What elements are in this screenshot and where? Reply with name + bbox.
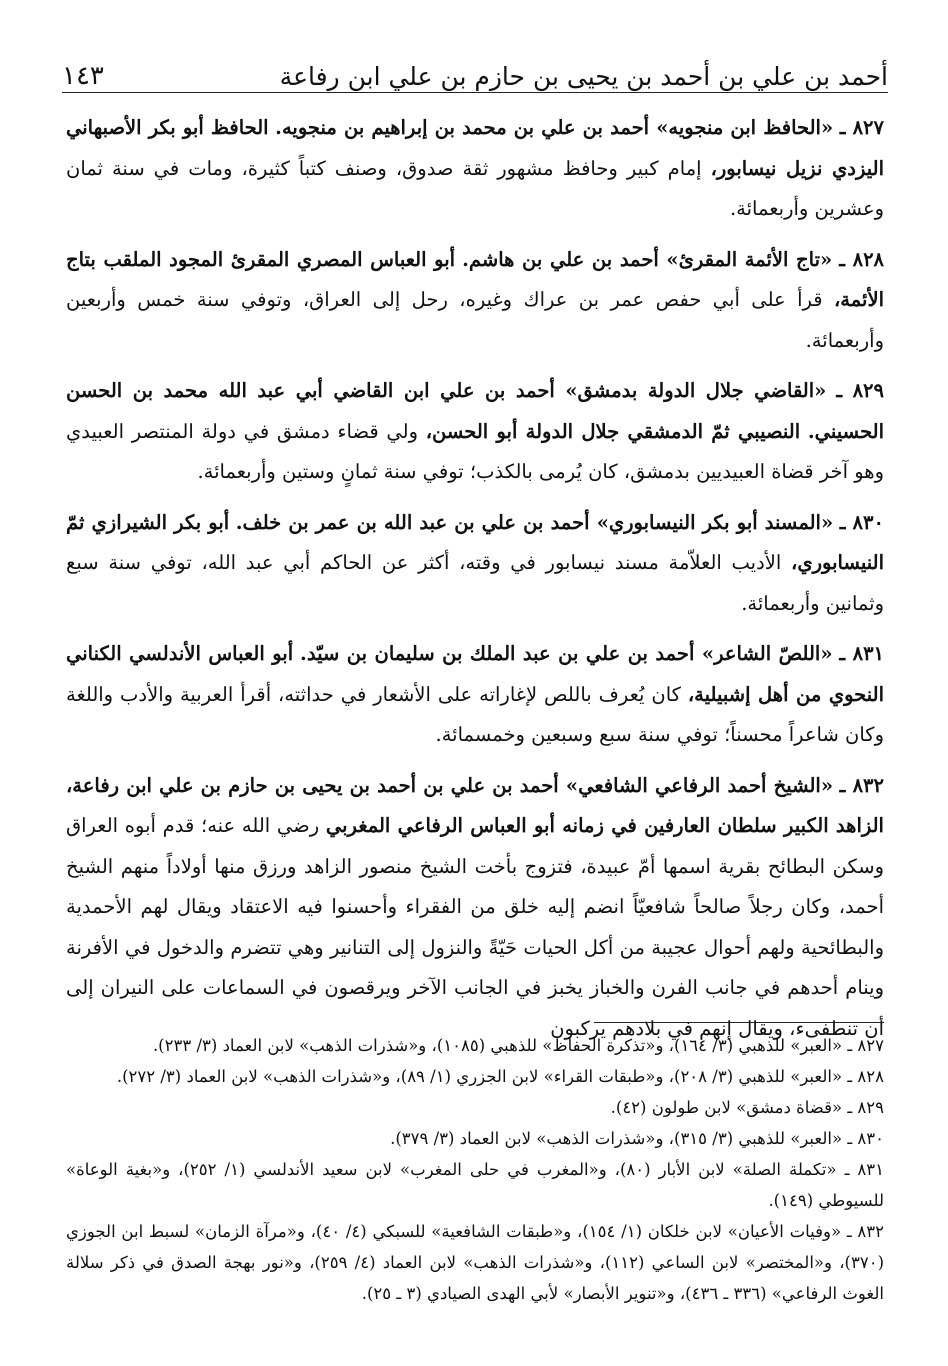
entry-828 [66,240,884,362]
entry-number: ٨٣١ ـ [839,642,885,665]
entry-full-name: أبو العباس الأندلسي الكناني النحوي من أهل إشبيلية، [66,642,885,706]
entry-number: ٨٣٠ ـ [839,510,884,534]
entry-number: ٨٢٩ ـ [836,379,884,402]
footnote-rule [594,1022,884,1023]
entry-829 [66,371,884,493]
running-header [62,48,888,92]
entry-heading: «تاج الأئمة المقرئ» أحمد بن علي بن هاشم. [462,247,833,271]
footnote-832: ٨٣٢ ـ «وفيات الأعيان» لابن خلكان (١/ ١٥٤)، و«طبقات الشافعية» للسبكي (٤/ ٤٠)، و«مرآة الزمان» لسبط ابن الجوزي (٣٧٠)، و«المختصر» لابن الساعي (١١٢)، و«شذرات الذهب» لابن العماد (٤/ ٢٥٩)، و«نور بهجة الصدق في ذكر سلالة الغوث الرفاعي» (٣٣٦ ـ ٤٣٦)، و«تنوير الأبصار» لأبي الهدى الصيادي (٣ ـ ٢٥). [66,1222,884,1303]
entry-830 [66,503,884,625]
entry-heading: «القاضي جلال الدولة بدمشق» أحمد بن علي ابن القاضي أبي عبد الله محمد بن الحسن الحسيني. [66,379,885,443]
entry-heading: «المسند أبو بكر النيسابوري» أحمد بن علي بن عبد الله بن عمر بن خلف. [235,510,834,534]
entry-text: كان يُعرف باللص لإغاراته على الأشعار في حداثته، أقرأ العربية والأدب واللغة وكان شاعراً محسناً؛ توفي سنة سبع وسبعين وخمسمائة. [66,682,884,746]
entry-heading: «الشيخ أحمد الرفاعي الشافعي» أحمد بن علي بن أحمد بن يحيى بن حازم بن علي ابن رفاعة، [66,773,834,797]
entry-full-name: الحافظ أبو بكر الأصبهاني اليزدي نزيل نيسابور، [66,116,884,180]
header-rule [62,92,888,93]
footnotes [66,1030,884,1309]
footnote-829: ٨٢٩ ـ «قضاة دمشق» لابن طولون (٤٢). [610,1098,884,1117]
entry-text: رضي الله عنه؛ قدم أبوه العراق وسكن البطائح بقرية اسمها أمّ عبيدة، فتزوج بأخت الشيخ منصور الزاهد ورزق منها أولاداً منهم الشيخ أحمد، وكان رجلاً صالحاً شافعيّاً انضم إليه خلق من الفقراء وأحسنوا فيه الاعتقاد ويقال لهم الأحمدية والبطائحية ولهم أحوال عجيبة من أكل الحيات حَيّةً والنزول إلى التنانير وهي تتضرم والدخول في الأفرنة وينام أحدهم في جانب الفرن والخباز يخبز في الجانب الآخر ويرقصون في السماعات على النيران إلى أن تنطفىء، ويقال إنهم في بلادهم يركبون [66,814,884,1040]
entry-full-name: أبو العباس المصري المقرئ المجود الملقب بتاج الأئمة، [66,247,884,311]
entry-832 [66,766,884,1050]
entry-text: إمام كبير وحافظ مشهور ثقة صدوق، وصنف كتباً كثيرة، ومات في سنة ثمان وعشرين وأربعمائة. [66,156,884,220]
footnote-827: ٨٢٧ ـ «العبر» للذهبي (٣/ ١٦٤)، و«تذكرة الحفاظ» للذهبي (١٠٨٥)، و«شذرات الذهب» لابن العماد (٣/ ٢٣٣). [152,1036,884,1055]
entry-full-name: الزاهد الكبير سلطان العارفين في زمانه أبو العباس الرفاعي المغربي [325,814,884,837]
entry-number: ٨٢٨ ـ [839,247,885,271]
entry-full-name: النصيبي ثمّ الدمشقي جلال الدولة أبو الحسن، [425,419,801,443]
page-number: ١٤٣ [62,60,104,91]
entry-full-name: أبو بكر الشيرازي ثمّ النيسابوري، [66,510,884,574]
entry-827 [66,108,884,230]
header-title: أحمد بن علي بن أحمد بن يحيى بن حازم بن علي ابن رفاعة [279,62,888,91]
footnote-828: ٨٢٨ ـ «العبر» للذهبي (٣/ ٢٠٨)، و«طبقات القراء» لابن الجزري (١/ ٨٩)، و«شذرات الذهب» لابن العماد (٣/ ٢٧٢). [116,1067,884,1086]
footnote-830: ٨٣٠ ـ «العبر» للذهبي (٣/ ٣١٥)، و«شذرات الذهب» لابن العماد (٣/ ٣٧٩). [390,1129,884,1148]
entry-831 [66,634,884,756]
entry-heading: «اللصّ الشاعر» أحمد بن علي بن عبد الملك بن سليمان بن سيّد. [300,642,833,665]
footnote-831: ٨٣١ ـ «تكملة الصلة» لابن الأبار (٨٠)، و«المغرب في حلى المغرب» لابن سعيد الأندلسي (١/ ٢٥٢)، و«بغية الوعاة» للسيوطي (١٤٩). [66,1160,885,1210]
entry-text: ولي قضاء دمشق في دولة المنتصر العبيدي وهو آخر قضاة العبيديين بدمشق، كان يُرمى بالكذب؛ توفي سنة ثمانٍ وستين وأربعمائة. [66,419,884,483]
entry-heading: «الحافظ ابن منجويه» أحمد بن علي بن محمد بن إبراهيم بن منجويه. [275,116,834,139]
entry-text: قرأ على أبي حفص عمر بن عراك وغيره، رحل إلى العراق، وتوفي سنة خمس وأربعين وأربعمائة. [66,288,884,352]
main-text [66,108,884,1059]
entry-number: ٨٣٢ ـ [839,773,884,797]
entry-text: الأديب العلاّمة مسند نيسابور في وقته، أكثر عن الحاكم أبي عبد الله، توفي سنة سبع وثمانين وأربعمائة. [66,551,884,615]
entry-number: ٨٢٧ ـ [839,116,884,139]
